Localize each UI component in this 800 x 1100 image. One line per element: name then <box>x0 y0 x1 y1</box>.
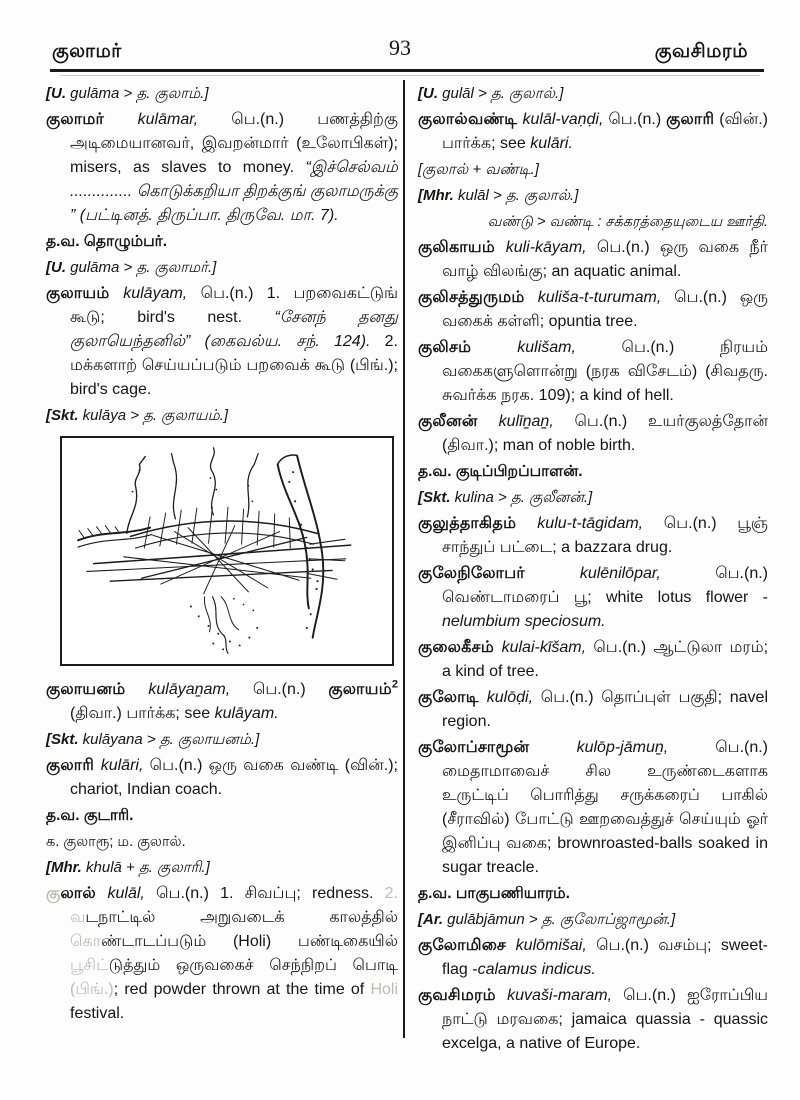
etymology-line <box>46 728 398 752</box>
text-segment: பெ.(n.) ஒரு வகை வண்டி (வின்.); chariot, Indian coach. <box>70 757 398 798</box>
entry-kulenilopar <box>418 562 768 634</box>
text-segment: பெ.(n.) பூஞ் சாந்துப் பட்டை; a bazzara drug. <box>442 515 768 556</box>
tamil-equivalent-line <box>46 230 398 254</box>
text-segment: kulāl, <box>107 885 157 902</box>
text-segment: குலாயம் <box>46 285 124 302</box>
text-segment: பெ.(n.) நிரயம் வகைகளுளொன்று (நரக விசேடம்) (சிவதரு. சுவர்க்க நரக. 109); a kind of hell. <box>442 339 769 404</box>
entry-kulinan <box>418 410 768 458</box>
text-segment: festival. <box>70 1005 125 1022</box>
text-segment: kulāyam. <box>214 705 279 722</box>
page-number: 93 <box>389 35 411 60</box>
text-segment: [Skt. <box>46 731 79 748</box>
text-segment: kuliša-t-turumam, <box>537 289 675 306</box>
text-segment: kulāyam, <box>123 285 201 302</box>
text-segment: பெ.(n.) ஒரு வகைக் கள்ளி; opuntia tree. <box>442 289 768 330</box>
text-segment: Holi <box>370 981 398 998</box>
text-segment: பெ.(n.) ஆட்டுலா மரம்; a kind of tree. <box>442 639 769 680</box>
text-segment: [U. <box>46 259 66 276</box>
text-segment: nelumbium speciosum. <box>442 613 606 630</box>
text-segment: 2. வ <box>70 885 398 926</box>
header-rule <box>50 69 764 72</box>
text-segment: kulēnilōpar, <box>579 565 716 582</box>
text-segment: kulīṉaṉ, <box>498 413 575 430</box>
text-segment: குலாரி <box>46 757 101 774</box>
text-segment: kulu-t-tāgidam, <box>537 515 664 532</box>
etymology-line <box>46 82 398 106</box>
text-segment: kulōḍi, <box>486 689 541 706</box>
entry-kulaikisam <box>418 636 768 684</box>
text-segment: பெ.(n.) பணத்திற்கு அடிமையானவர், இவறன்மார் (உலோபிகள்); misers, as slaves to money. <box>70 111 398 176</box>
text-segment: gulāl > த. குலால்.] <box>438 85 564 102</box>
text-segment: பெ.(n.) உயர்குலத்தோன் (திவா.); man of noble birth. <box>442 413 769 454</box>
text-segment: gulāma > த. குலாமர்.] <box>66 259 217 276</box>
text-segment: kulina > த. குலீனன்.] <box>450 489 593 506</box>
text-segment: பெ.(n.) வெண்டாமரைப் பூ; white lotus flower - <box>442 565 768 606</box>
text-segment: கு <box>46 885 61 902</box>
text-segment: குலாமர் <box>46 111 138 128</box>
text-segment: பெ.(n.) மைதாமாவைச் சில உருண்டைகளாக உருட்டிப் பொரித்து சருக்கரைப் பாகில் (சீராவில்) போட்டு ஊறவைத்துச் செய்யும் ஓர் இனிப்பு வகை; brownroasted-balls soaked in sugar treacle. <box>442 739 769 876</box>
entry-kulamar <box>46 108 398 228</box>
text-segment: குலாயனம் <box>46 681 149 698</box>
text-segment: பெ.(n.) தொப்புள் பகுதி; navel region. <box>442 689 768 730</box>
text-segment: 2 <box>391 678 399 691</box>
text-segment: ண்டாடப்படும் (Holi) பண்டிகையில் <box>101 933 398 950</box>
text-segment: ; red powder thrown at the time of <box>113 981 371 998</box>
text-segment: குலைகீசம் <box>418 639 502 656</box>
text-segment: டுத்தும் ஒருவகைச் செந்நிறப் பொடி <box>108 957 398 974</box>
text-segment: குலிசத்துருமம் <box>418 289 538 306</box>
text-segment: [Skt. <box>418 489 451 506</box>
text-segment: குலுத்தாகிதம் <box>418 515 538 532</box>
text-segment: பெ.(n.) ஐரோப்பிய நாட்டு மரவகை; jamaica quassia - quassic excelga, a native of Europe. <box>442 987 769 1052</box>
text-segment: த.வ. குடிப்பிறப்பாளன். <box>418 463 583 480</box>
text-segment: [குலால் + வண்டி.] <box>418 161 539 178</box>
entry-kuvasimaram <box>418 984 768 1056</box>
tamil-equivalent-line <box>46 804 398 828</box>
text-segment: 2. மக்களாற் செய்யப்படும் பறவைக் கூடு (பிங்.); bird's cage. <box>70 333 398 398</box>
text-segment: குலோடி <box>418 689 487 706</box>
header-rule-echo <box>60 75 760 76</box>
nest-illustration <box>60 436 394 666</box>
header-guideword-right: குவசிமரம் <box>654 41 748 62</box>
text-segment: குலால்வண்டி <box>418 111 523 128</box>
text-segment: குலோப்சாமூன் <box>418 739 577 756</box>
text-segment: பெ.(n.) வசம்பு; sweet-flag - <box>442 937 768 978</box>
cognate-line <box>46 830 398 854</box>
entry-kulisatturumam <box>418 286 768 334</box>
etymology-line <box>46 856 398 880</box>
text-segment: kulāl-vaṇḍi, <box>522 111 609 128</box>
column-divider <box>403 80 405 1038</box>
right-column <box>418 80 768 1058</box>
text-segment: பூசிட் <box>70 957 109 974</box>
text-segment: [Skt. <box>46 407 79 424</box>
text-segment: kulāri. <box>530 135 573 152</box>
entry-kulayam <box>46 282 398 402</box>
text-segment: kulāya > த. குலாயம்.] <box>78 407 229 424</box>
text-segment: வண்டு > வண்டி : சக்கரத்தையுடைய ஊர்தி. <box>487 214 768 230</box>
etymology-line <box>418 486 768 510</box>
text-segment: த.வ. பாகுபணியாரம். <box>418 885 570 902</box>
text-segment: த.வ. குடாரி. <box>46 807 134 824</box>
entry-kulomisai <box>418 934 768 982</box>
text-segment: லால் <box>60 885 108 902</box>
text-segment: kuli-kāyam, <box>505 239 597 256</box>
text-segment: (பிங்.) <box>70 981 114 998</box>
text-segment: “இச்செல்வம் .............. கொடுக்கறியா திறக்குங் குலாமருக்கு ” (பட்டினத். திருப்பா. திருவே. மா. 7). <box>70 159 398 224</box>
etymology-line <box>418 158 768 182</box>
text-segment: குலோமிசை <box>418 937 516 954</box>
text-segment: பெ.(n.) <box>252 681 329 698</box>
text-segment: த.வ. தொழும்பர். <box>46 233 168 250</box>
text-segment: [U. <box>46 85 66 102</box>
text-segment: kulāmar, <box>137 111 232 128</box>
text-segment: gulābjāmun > த. குலோப்ஜாமூன்.] <box>443 911 676 928</box>
tamil-equivalent-line <box>418 882 768 906</box>
entry-kulal <box>46 882 398 1026</box>
text-segment: kulāyana > த. குலாயனம்.] <box>78 731 260 748</box>
text-segment: (திவா.) பார்க்க; see <box>70 705 215 722</box>
text-segment: க. குலாரூ; ம. குலால். <box>46 834 186 850</box>
text-segment: பெ.(n.) 1. சிவப்பு; redness. <box>156 885 385 902</box>
text-segment: kuvaši-maram, <box>507 987 624 1004</box>
text-segment: (வின்.) பார்க்க; see <box>442 111 769 152</box>
entry-kulisam <box>418 336 768 408</box>
text-segment: kulai-kīšam, <box>501 639 594 656</box>
entry-kulalvandi <box>418 108 768 156</box>
text-segment: கொ <box>70 933 102 950</box>
etymology-line <box>418 908 768 932</box>
text-segment: பெ.(n.) 1. பறவைகட்டுங் கூடு; bird's nest. <box>70 285 398 326</box>
text-segment: குலீனன் <box>418 413 499 430</box>
text-segment: [Mhr. <box>418 187 454 204</box>
etymology-line <box>418 82 768 106</box>
text-segment: gulāma > த. குலாம்.] <box>66 85 209 102</box>
text-segment: kulōmišai, <box>515 937 597 954</box>
etymology-line <box>418 184 768 208</box>
entry-kulari <box>46 754 398 802</box>
text-segment: பெ.(n.) ஒரு வகை நீர் வாழ் விலங்கு; an aquatic animal. <box>442 239 769 280</box>
text-segment: [Ar. <box>418 911 444 928</box>
text-segment: [Mhr. <box>46 859 82 876</box>
etymology-line <box>46 256 398 280</box>
left-column <box>46 80 398 1028</box>
birds-nest-drawing <box>65 441 389 661</box>
text-segment: குலேநிலோபர் <box>418 565 580 582</box>
tamil-equivalent-line <box>418 460 768 484</box>
text-segment: kulāri, <box>100 757 150 774</box>
text-segment: [U. <box>418 85 438 102</box>
text-segment: kulišam, <box>517 339 622 356</box>
text-segment: kulāl > த. குலால்.] <box>453 187 579 204</box>
text-segment: குலாரி <box>666 111 715 128</box>
text-segment: khulā + த. குலாரி.] <box>81 859 210 876</box>
text-segment: kulāyaṉam, <box>148 681 253 698</box>
text-segment: calamus indicus. <box>477 961 596 978</box>
derivation-note <box>418 210 768 234</box>
text-segment: குலாயம் <box>328 681 392 698</box>
entry-kulodi <box>418 686 768 734</box>
entry-kulopjamun <box>418 736 768 880</box>
text-segment: டநாட்டில் அறுவடைக் காலத்தில் <box>85 909 398 926</box>
etymology-line <box>46 404 398 428</box>
entry-kuluttagidam <box>418 512 768 560</box>
text-segment: “சேனந் தனது குலாயெந்தனில்” (கைவல்ய. சந். 124). <box>70 309 398 350</box>
text-segment: குலிகாயம் <box>418 239 506 256</box>
header-guideword-left: குலாமர் <box>52 41 122 62</box>
entry-kulikayam <box>418 236 768 284</box>
text-segment: பெ.(n.) <box>608 111 667 128</box>
text-segment: kulōp-jāmuṉ, <box>576 739 716 756</box>
entry-kulayanam <box>46 678 398 726</box>
text-segment: குவசிமரம் <box>418 987 508 1004</box>
text-segment: குலிசம் <box>418 339 518 356</box>
